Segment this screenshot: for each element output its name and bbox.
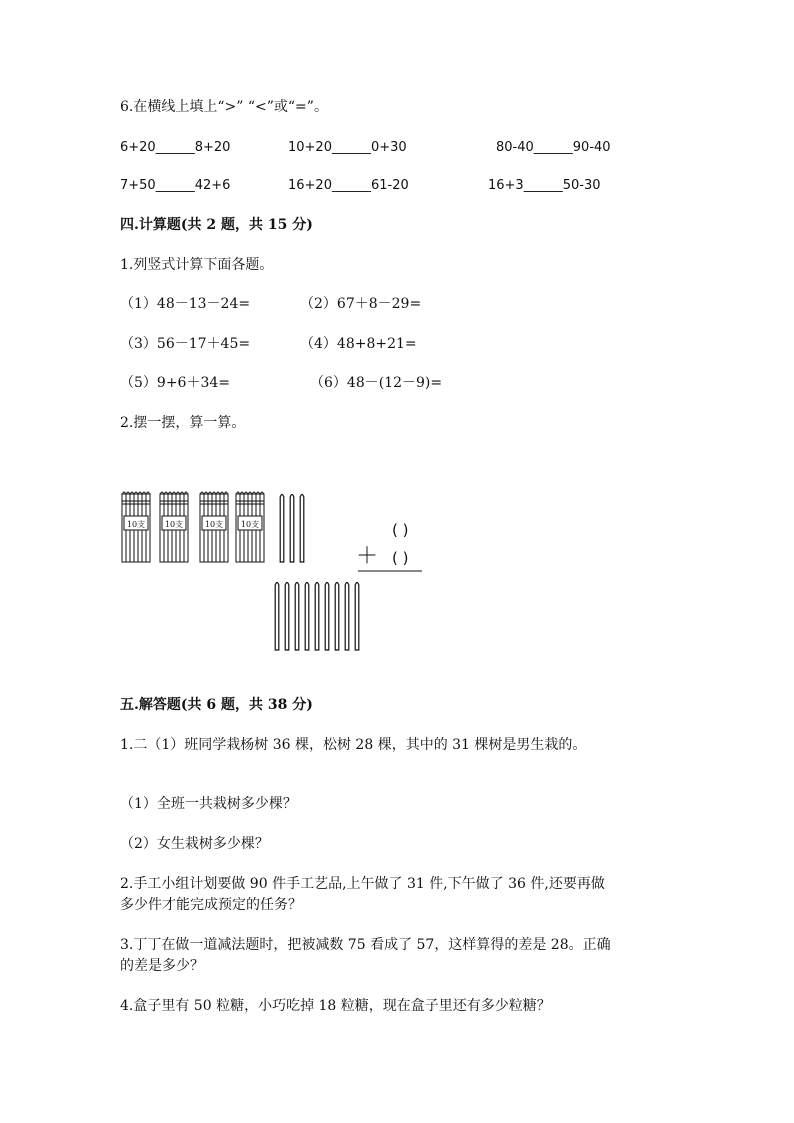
answer-blank-bottom[interactable]: ( ) [392,549,409,567]
question-title: 1.列竖式计算下面各题。 [120,257,274,273]
section-heading: 四.计算题(共 2 题，共 15 分) [120,217,313,233]
bundle-label: 10支 [204,520,224,529]
single-sticks-group [280,495,304,563]
question-text: 多少件才能完成预定的任务？ [120,897,302,913]
counting-stick [290,495,294,563]
question-text: 1.二（1）班同学栽杨树 36 棵，松树 28 棵，其中的 31 棵树是男生栽的。 [120,737,587,753]
counting-stick [335,583,339,651]
counting-stick [300,495,304,563]
stick-bundle [122,492,150,562]
counting-stick [275,583,279,651]
counting-stick [285,583,289,651]
calc-item: （2）67＋8－29= [300,296,422,312]
comparison-item: 80-40______90-40 [496,140,611,155]
question-text: 的差是多少？ [120,958,204,974]
calc-item: （3）56－17＋45= [120,336,251,352]
question-title: 2.摆一摆，算一算。 [120,415,246,431]
counting-stick [305,583,309,651]
stick-bundle [236,492,264,562]
bundle-label: 10支 [126,520,146,529]
counting-stick [325,583,329,651]
sub-question: （1）全班一共栽树多少棵？ [120,796,297,812]
comparison-item: 6+20______8+20 [120,140,231,155]
bundle-label: 10支 [240,520,260,529]
calc-item: （4）48+8+21= [300,336,417,352]
counting-stick [280,495,284,563]
stick-bundle [200,492,228,562]
question-text: 4.盒子里有 50 粒糖，小巧吃掉 18 粒糖，现在盒子里还有多少粒糖？ [120,998,551,1014]
comparison-item: 16+20______61-20 [288,178,409,193]
section-heading: 五.解答题(共 6 题，共 38 分) [120,697,313,713]
calc-item: （6）48－(12－9)= [310,375,443,391]
stick-bundle [160,492,188,562]
single-sticks-group [275,583,359,651]
bundle-label: 10支 [164,520,184,529]
question-text: 2.手工小组计划要做 90 件手工艺品,上午做了 31 件,下午做了 36 件,还要再做 [120,876,605,892]
answer-blank-top[interactable]: ( ) [392,521,409,539]
counting-stick [345,583,349,651]
question-text: 3.丁丁在做一道减法题时，把被减数 75 看成了 57，这样算得的差是 28。正确 [120,937,611,953]
counting-stick [295,583,299,651]
q6-title: 6.在横线上填上“>” “<”或“=”。 [120,99,328,115]
comparison-item: 7+50______42+6 [120,178,231,193]
counting-stick [355,583,359,651]
calc-item: （5）9+6＋34= [120,375,230,391]
sub-question: （2）女生栽树多少棵？ [120,836,269,852]
comparison-item: 10+20______0+30 [288,140,407,155]
counting-stick [315,583,319,651]
comparison-item: 16+3______50-30 [488,178,601,193]
calc-item: （1）48－13－24= [120,296,251,312]
plus-sign: ＋ [356,544,379,569]
